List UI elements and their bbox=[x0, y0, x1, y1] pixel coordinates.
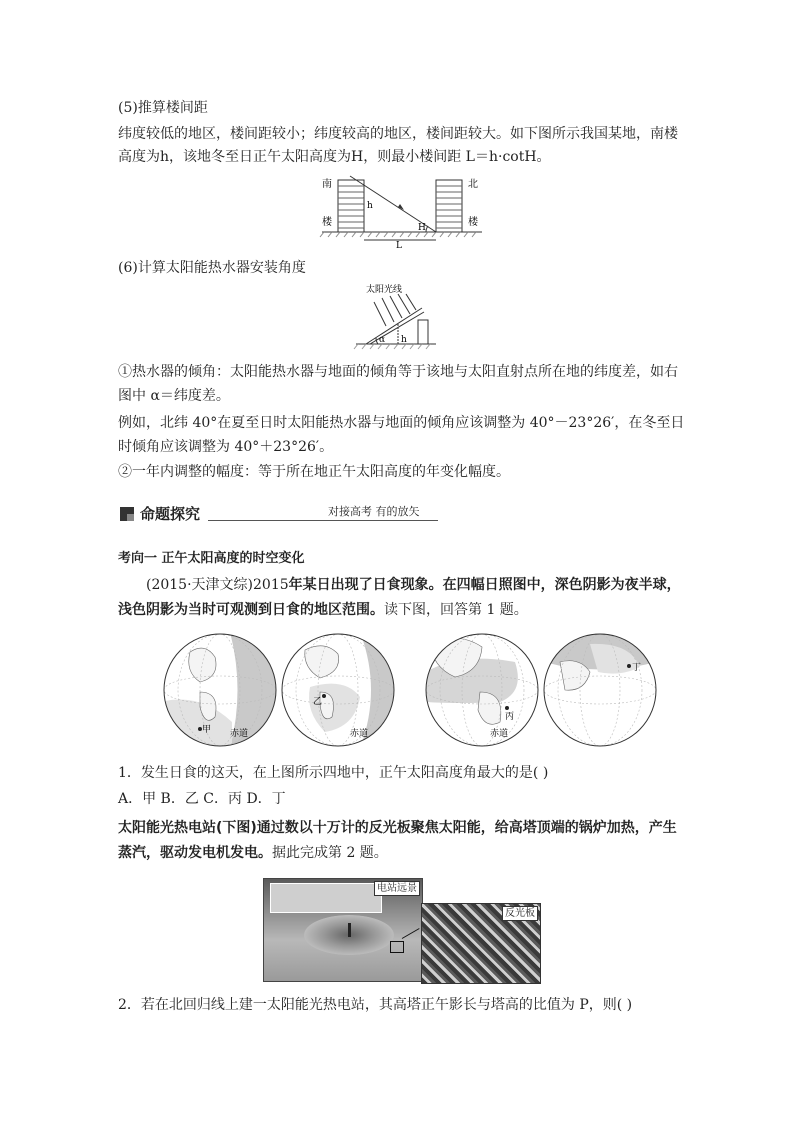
question-2: 2．若在北回归线上建一太阳能光热电站，其高塔正午影长与塔高的比值为 P，则( ) bbox=[118, 997, 633, 1013]
south-label: 南 bbox=[322, 179, 332, 190]
south-building bbox=[338, 180, 364, 232]
alpha-label: α bbox=[379, 335, 386, 345]
intro-line2 bbox=[118, 600, 528, 620]
banner-subtitle: 对接高考 有的放矢 bbox=[328, 505, 420, 518]
globe-figures bbox=[160, 632, 668, 750]
height-h-label: h bbox=[367, 201, 373, 211]
section-5-paragraph-line1: 纬度较低的地区，楼间距较小；纬度较高的地区，楼间距较大。如下图所示我国某地，南楼 bbox=[118, 126, 678, 142]
section-6-heading: (6)计算太阳能热水器安装角度 bbox=[118, 260, 306, 276]
globe-label-jia: 甲 bbox=[202, 725, 212, 735]
globe-1 bbox=[160, 632, 280, 748]
height-label: h bbox=[401, 335, 407, 345]
question-1: 1．发生日食的这天，在上图所示四地中，正午太阳高度角最大的是( ) bbox=[118, 765, 549, 781]
example-line2: 时倾角应该调整为 40°＋23°26′。 bbox=[118, 439, 334, 455]
north-building bbox=[436, 180, 462, 232]
banner-rule bbox=[208, 520, 438, 521]
globe-label-yi: 乙 bbox=[313, 697, 323, 707]
banner-square-icon-overlay bbox=[127, 514, 134, 521]
question-1-options: A．甲 B．乙 C．丙 D．丁 bbox=[118, 791, 286, 807]
north-building-label: 楼 bbox=[468, 217, 478, 228]
intro-source: (2015·天津文综)2015 bbox=[146, 577, 289, 593]
item1-line2: 图中 α＝纬度差。 bbox=[118, 388, 230, 404]
sun-angle-H-label: H bbox=[418, 223, 426, 233]
item2: ②一年内调整的幅度：等于所在地正午太阳高度的年变化幅度。 bbox=[118, 464, 510, 480]
plant-inset-photo bbox=[270, 883, 382, 913]
globe-3 bbox=[426, 634, 538, 746]
kaoxiang-heading: 考向一 正午太阳高度的时空变化 bbox=[118, 551, 305, 566]
banner-title: 命题探究 bbox=[140, 505, 201, 523]
solar-water-heater-diagram bbox=[352, 282, 440, 352]
section-banner bbox=[118, 503, 438, 527]
globe-4 bbox=[544, 632, 656, 746]
intro-line2-bold: 浅色阴影为当时可观测到日食的地区范围。 bbox=[118, 602, 384, 618]
intro-bold: 年某日出现了日食现象。在四幅日照图中，深色阴影为夜半球， bbox=[288, 577, 681, 593]
zoom-box bbox=[390, 941, 404, 953]
equator-label-1: 赤道 bbox=[230, 729, 249, 739]
sunlight-label: 太阳光线 bbox=[366, 285, 403, 295]
globe-label-bing: 丙 bbox=[505, 712, 515, 722]
example-line1: 例如，北纬 40°在夏至日时太阳能热水器与地面的倾角应该调整为 40°－23°26′，在冬至日 bbox=[118, 415, 685, 431]
equator-label-2: 赤道 bbox=[350, 729, 369, 739]
intro-line2-rest: 读下图，回答第 1 题。 bbox=[384, 602, 528, 618]
south-building-label: 楼 bbox=[322, 217, 332, 228]
intro-line1 bbox=[146, 575, 681, 595]
photo-label-1: 电站远景 bbox=[374, 881, 420, 896]
paragraph-2-bold: 蒸汽，驱动发电机发电。 bbox=[118, 845, 272, 861]
item1-line1: ①热水器的倾角：太阳能热水器与地面的倾角等于该地与太阳直射点所在地的纬度差，如右 bbox=[118, 364, 678, 380]
photo-label-2: 反光板 bbox=[502, 906, 538, 921]
section-5-paragraph-line2: 高度为h，该地冬至日正午太阳高度为H，则最小楼间距 L＝h·cotH。 bbox=[118, 149, 551, 165]
tower bbox=[348, 923, 351, 937]
building-spacing-diagram bbox=[318, 170, 490, 248]
equator-label-3: 赤道 bbox=[490, 729, 509, 739]
heater-panel bbox=[366, 308, 422, 344]
paragraph-2-rest: 据此完成第 2 题。 bbox=[272, 845, 388, 861]
north-label: 北 bbox=[468, 179, 478, 190]
section-5-heading: (5)推算楼间距 bbox=[118, 100, 208, 116]
water-tank bbox=[418, 320, 428, 344]
solar-plant-photo bbox=[263, 878, 423, 982]
distance-L-label: L bbox=[396, 241, 402, 248]
reflector-panels-photo bbox=[421, 903, 541, 984]
paragraph-2-line2 bbox=[118, 843, 388, 863]
globe-label-ding: 丁 bbox=[632, 663, 642, 673]
paragraph-2-line1: 太阳能光热电站(下图)通过数以十万计的反光板聚焦太阳能，给高塔顶端的锅炉加热，产生 bbox=[118, 820, 677, 836]
